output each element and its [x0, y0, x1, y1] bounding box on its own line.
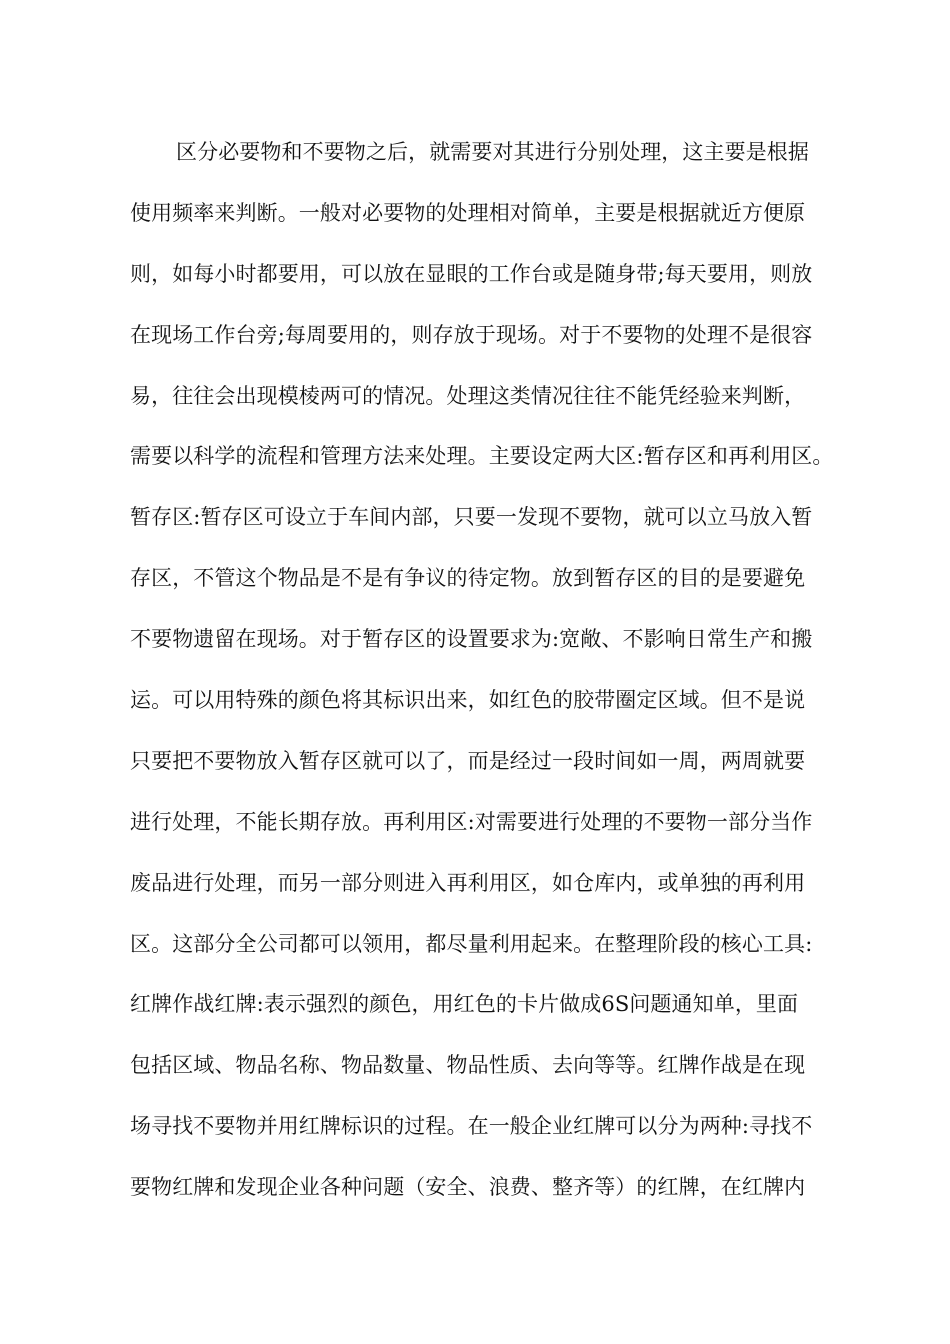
- text-line: 在现场工作台旁;每周要用的，则存放于现场。对于不要物的处理不是很容: [130, 322, 813, 347]
- text-line: 不要物遗留在现场。对于暂存区的设置要求为:宽敞、不影响日常生产和搬: [130, 627, 813, 652]
- text-line: 区分必要物和不要物之后，就需要对其进行分别处理，这主要是根据: [176, 140, 809, 164]
- text-line: 要物红牌和发现企业各种问题（安全、浪费、整齐等）的红牌，在红牌内: [130, 1175, 806, 1200]
- text-line: 易，往往会出现模棱两可的情况。处理这类情况往往不能凭经验来判断，: [130, 383, 806, 408]
- text-line: 区。这部分全公司都可以领用，都尽量利用起来。在整理阶段的核心工具:: [130, 931, 813, 956]
- text-line: 进行处理，不能长期存放。再利用区:对需要进行处理的不要物一部分当作: [130, 809, 813, 834]
- text-line: 存区，不管这个物品是不是有争议的待定物。放到暂存区的目的是要避免: [130, 566, 806, 591]
- text-line: 暂存区:暂存区可设立于车间内部，只要一发现不要物，就可以立马放入暂: [130, 505, 813, 530]
- text-line: 则，如每小时都要用，可以放在显眼的工作台或是随身带;每天要用，则放: [130, 261, 813, 286]
- text-line: 包括区域、物品名称、物品数量、物品性质、去向等等。红牌作战是在现: [130, 1053, 806, 1078]
- text-line: 红牌作战红牌:表示强烈的颜色，用红色的卡片做成6S问题通知单，里面: [130, 992, 799, 1017]
- body-paragraph: [130, 133, 834, 1229]
- text-line: 场寻找不要物并用红牌标识的过程。在一般企业红牌可以分为两种:寻找不: [130, 1114, 813, 1139]
- text-line: 需要以科学的流程和管理方法来处理。主要设定两大区:暂存区和再利用区。: [130, 444, 834, 469]
- text-line: 使用频率来判断。一般对必要物的处理相对简单，主要是根据就近方便原: [130, 200, 806, 225]
- text-line: 废品进行处理，而另一部分则进入再利用区，如仓库内，或单独的再利用: [130, 870, 806, 895]
- text-line: 只要把不要物放入暂存区就可以了，而是经过一段时间如一周，两周就要: [130, 748, 806, 773]
- text-line: 运。可以用特殊的颜色将其标识出来，如红色的胶带圈定区域。但不是说: [130, 688, 806, 713]
